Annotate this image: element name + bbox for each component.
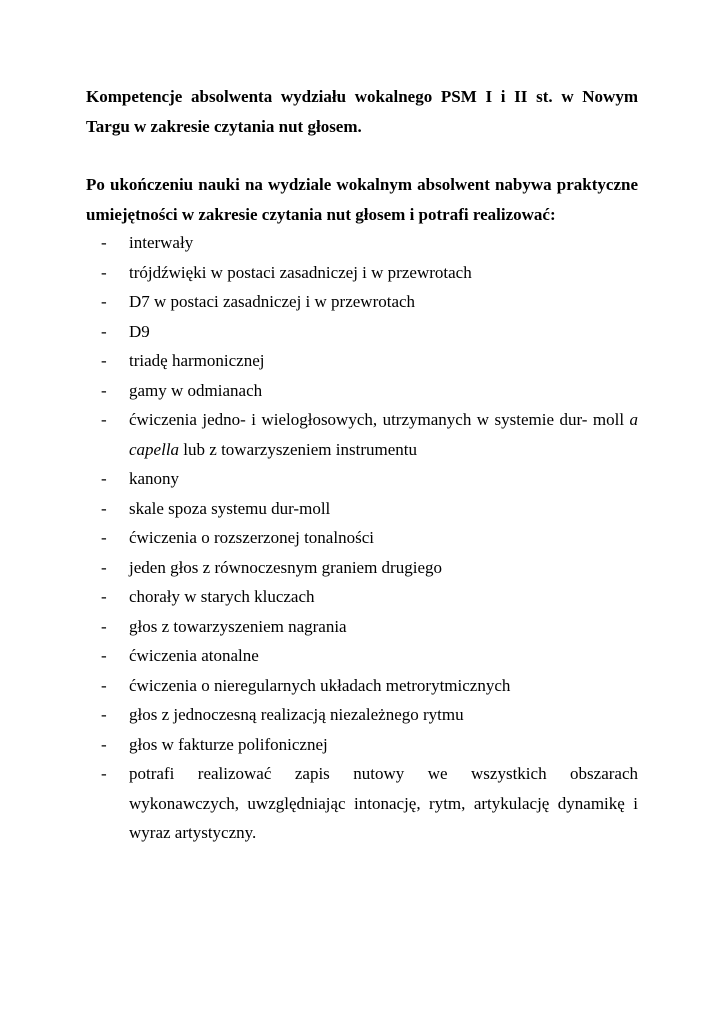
bullet-dash: - bbox=[101, 233, 107, 252]
intro-paragraph bbox=[86, 170, 638, 230]
list-item bbox=[86, 258, 638, 288]
list-item-text: D7 w postaci zasadniczej i w przewrotach bbox=[129, 292, 416, 311]
list-item bbox=[86, 523, 638, 553]
list-item-text: skale spoza systemu dur-moll bbox=[129, 498, 331, 518]
list-item bbox=[86, 553, 638, 583]
bullet-dash: - bbox=[101, 380, 107, 400]
list-item bbox=[86, 700, 638, 730]
list-item-text-multiline bbox=[129, 405, 638, 464]
list-item-text: ćwiczenia o rozszerzonej tonalności bbox=[129, 528, 374, 547]
italic-a: a bbox=[629, 410, 638, 429]
intro-line-2: umiejętności w zakresie czytania nut głosem i potrafi realizować: bbox=[86, 205, 556, 224]
list-item-text: głos w fakturze polifonicznej bbox=[129, 734, 328, 754]
title-line-2: Targu w zakresie czytania nut głosem. bbox=[86, 117, 362, 136]
list-item-line-3: wyraz artystyczny. bbox=[129, 823, 257, 842]
list-item-text: D9 bbox=[129, 321, 150, 341]
list-item-text: ćwiczenia atonalne bbox=[129, 646, 259, 665]
list-item-text: ćwiczenia o nieregularnych układach metrorytmicznych bbox=[129, 675, 511, 695]
list-item-text: gamy w odmianach bbox=[129, 380, 263, 400]
list-item-text: interwały bbox=[129, 233, 194, 252]
list-item-line-2 bbox=[129, 435, 638, 465]
list-item bbox=[86, 494, 638, 524]
list-item bbox=[86, 759, 638, 848]
bullet-dash: - bbox=[101, 705, 107, 724]
list-item bbox=[86, 671, 638, 701]
list-item bbox=[86, 287, 638, 317]
bullet-dash: - bbox=[101, 557, 107, 577]
list-item bbox=[86, 464, 638, 494]
bullet-dash: - bbox=[101, 587, 107, 606]
list-item-text: trójdźwięki w postaci zasadniczej i w przewrotach bbox=[129, 262, 472, 282]
intro-line-1: Po ukończeniu nauki na wydziale wokalnym absolwent nabywa praktyczne bbox=[86, 175, 638, 194]
bullet-dash: - bbox=[101, 351, 107, 370]
bullet-dash: - bbox=[101, 616, 107, 636]
list-item-line-1 bbox=[129, 405, 638, 435]
bullet-dash: - bbox=[101, 321, 107, 341]
list-item-text: głos z jednoczesną realizacją niezależnego rytmu bbox=[129, 705, 464, 724]
bullet-dash: - bbox=[101, 469, 107, 488]
list-item bbox=[86, 612, 638, 642]
list-item-text: głos z towarzyszeniem nagrania bbox=[129, 616, 347, 636]
document-title bbox=[86, 82, 638, 142]
title-line-1: Kompetencje absolwenta wydziału wokalnego PSM I i II st. w Nowym bbox=[86, 87, 638, 106]
list-item-line-1-text: ćwiczenia jedno- i wielogłosowych, utrzymanych w systemie dur- moll bbox=[129, 410, 625, 429]
bullet-dash: - bbox=[101, 646, 107, 665]
list-item-text-multiline bbox=[129, 759, 638, 848]
bullet-dash: - bbox=[101, 764, 107, 783]
italic-capella: capella bbox=[129, 439, 180, 459]
list-item-text: kanony bbox=[129, 469, 180, 488]
bullet-dash: - bbox=[101, 528, 107, 547]
list-item bbox=[86, 405, 638, 464]
list-item-text: jeden głos z równoczesnym graniem drugiego bbox=[129, 557, 442, 577]
competency-list bbox=[86, 228, 638, 848]
list-item bbox=[86, 730, 638, 760]
list-item bbox=[86, 317, 638, 347]
list-item bbox=[86, 376, 638, 406]
list-item bbox=[86, 228, 638, 258]
list-item-line-2: wykonawczych, uwzględniając intonację, rytm, artykulację dynamikę i bbox=[129, 793, 638, 813]
list-item bbox=[86, 641, 638, 671]
list-item bbox=[86, 582, 638, 612]
list-item-text: triadę harmonicznej bbox=[129, 351, 265, 370]
bullet-dash: - bbox=[101, 410, 107, 429]
list-item bbox=[86, 346, 638, 376]
list-item-line-2-text: lub z towarzyszeniem instrumentu bbox=[179, 439, 417, 459]
bullet-dash: - bbox=[101, 292, 107, 311]
bullet-dash: - bbox=[101, 498, 107, 518]
bullet-dash: - bbox=[101, 734, 107, 754]
list-item-line-1: potrafi realizować zapis nutowy we wszystkich obszarach bbox=[129, 764, 638, 783]
bullet-dash: - bbox=[101, 675, 107, 695]
list-item-text: chorały w starych kluczach bbox=[129, 587, 315, 606]
bullet-dash: - bbox=[101, 262, 107, 282]
